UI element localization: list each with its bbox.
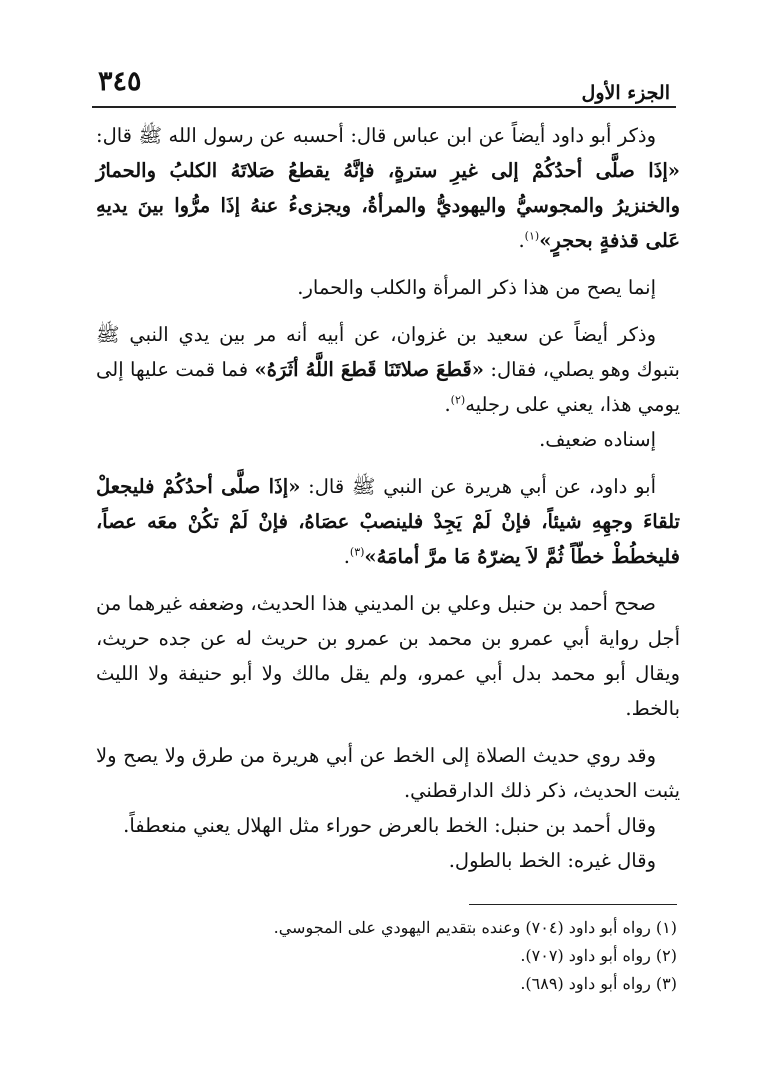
header-rule [92,106,676,108]
hadith-quote: «إذَا صلَّى أحدُكُمْ إلى غيرِ سترةٍ، فإنَّهُ يقطعُ صَلاتَهُ الكلبُ والحمارُ والخنزيرُ والمجوسيُّ واليهوديُّ والمرأةُ، ويجزىءُ عنهُ إذَا مرُّوا بينَ يديهِ عَلى قذفةٍ بحجرٍ» [96,159,680,252]
footnote-2: (٢) رواه أبو داود (٧٠٧). [520,946,677,965]
page-header [92,62,676,110]
footnote-ref-3[interactable]: (٣) [349,545,365,559]
paragraph-text: وقال غيره: الخط بالطول. [448,849,656,872]
paragraph-tail: . [343,545,350,568]
paragraph-isnad-weak [96,422,680,457]
paragraph-ibn-abbas-hadith [96,118,680,258]
footnote-3: (٣) رواه أبو داود (٦٨٩). [520,974,677,993]
hadith-quote: «قَطعَ صلاتَنَا قَطعَ اللَّهُ أثَرَهُ» [254,358,484,381]
paragraph-text: أبو داود، عن أبي هريرة عن النبي ﷺ قال: [300,475,656,498]
paragraph-abu-hurayra-hadith [96,469,680,574]
running-title: الجزء الأول [581,82,670,104]
footnotes [140,914,677,998]
page-number: ٣٤٥ [98,66,142,97]
paragraph-authentication [96,586,680,726]
paragraph-text: وذكر أبو داود أيضاً عن ابن عباس قال: أحسبه عن رسول الله ﷺ قال: [96,124,656,147]
paragraph-text: إنما يصح من هذا ذكر المرأة والكلب والحمار. [297,276,656,299]
footnote-ref-2[interactable]: (٢) [450,393,466,407]
paragraph-text-continued: فما قمت عليها إلى يومي هذا، يعني على رجليه [96,358,680,416]
paragraph-text: وقد روي حديث الصلاة إلى الخط عن أبي هريرة من طرق ولا يصح ولا يثبت الحديث، ذكر ذلك الدارقطني. [96,744,680,802]
paragraph-comment [96,270,680,305]
paragraph-text: وقال أحمد بن حنبل: الخط بالعرض حوراء مثل الهلال يعني منعطفاً. [123,814,656,837]
footnote-separator [469,904,677,905]
footnote-ref-1[interactable]: (١) [524,229,540,243]
paragraph-text: إسناده ضعيف. [539,428,656,451]
paragraph-ahmad-khatt [96,808,680,843]
paragraph-said-ibn-ghazwan [96,317,680,422]
paragraph-text: صحح أحمد بن حنبل وعلي بن المديني هذا الحديث، وضعفه غيرهما من أجل رواية أبي عمرو بن محمد بن عمرو بن حريث له عن جده حريث، ويقال أبو محمد بدل أبي عمرو، ولم يقل مالك ولا أبو حنيفة ولا الليث بالخط. [96,592,680,720]
paragraph-daraqutni [96,738,680,808]
paragraph-other-khatt [96,843,680,878]
paragraph-text: وذكر أيضاً عن سعيد بن غزوان، عن أبيه أنه مر بين يدي النبي ﷺ بتبوك وهو يصلي، فقال: [96,323,680,381]
hadith-quote: «إذَا صلَّى أحدُكُمْ فليجعلْ تلقاءَ وجهِهِ شيئاً، فإنْ لَمْ يَجِدْ فلينصبْ عصَاهُ، فإنْ لَمْ تكُنْ معَه عصاً، فليخطُطْ خطّاً ثُمَّ لاَ يضرّهُ مَا مرَّ أمامَهُ» [96,475,680,568]
paragraph-tail: . [444,393,451,416]
paragraph-tail: . [518,229,525,252]
footnote-1: (١) رواه أبو داود (٧٠٤) وعنده بتقديم اليهودي على المجوسي. [273,918,677,937]
main-text [96,118,680,878]
